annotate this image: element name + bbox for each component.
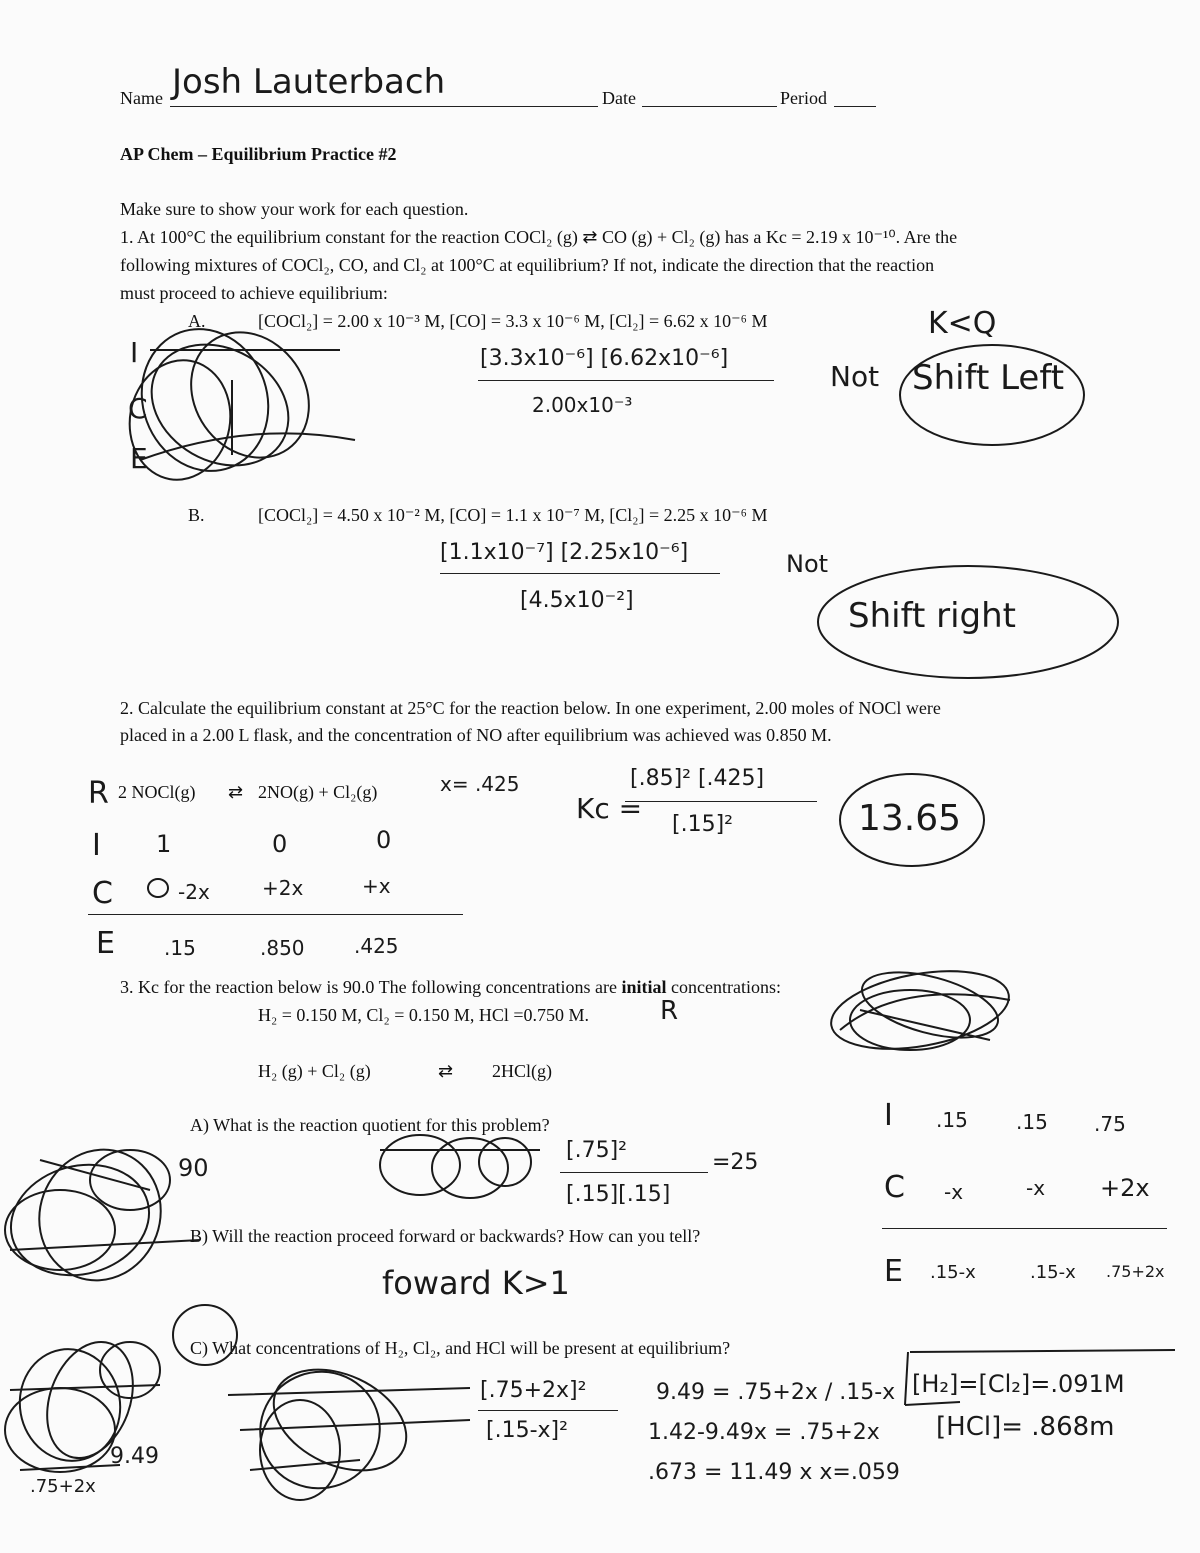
period-label: Period: [780, 88, 827, 108]
q2-ice-i: I: [92, 828, 101, 863]
q1b-answer: Shift right: [848, 596, 1016, 636]
q1b-frac-den: [4.5x10⁻²]: [520, 588, 634, 613]
q3-ice-e-label: E: [884, 1254, 903, 1289]
q1a-answer: Shift Left: [912, 358, 1065, 398]
q2-ice-i-2: 0: [272, 830, 288, 858]
q1a-ice-c: C: [128, 392, 148, 425]
q3-ice-i-label: I: [884, 1098, 893, 1133]
q2-ice-r: R: [88, 776, 109, 811]
q3-ice-c-1: -x: [944, 1180, 964, 1204]
q2-answer: 13.65: [858, 798, 962, 839]
q1a-frac-den: 2.00x10⁻³: [532, 393, 633, 417]
q3-line1-pre: 3. Kc for the reaction below is 90.0 The following concentrations are: [120, 977, 622, 997]
q2-ice-e-2: .850: [260, 936, 305, 960]
q2-kc: Kc =: [576, 792, 643, 825]
q2-ice-c-1: -2x: [178, 880, 210, 904]
q2-reaction-mid: 2NO(g) + Cl₂(g): [258, 782, 378, 802]
q3a-num: [.75]²: [566, 1138, 627, 1163]
q3-ice-e-2: .15-x: [1030, 1262, 1076, 1283]
q2-reaction-left: 2 NOCl(g): [118, 782, 196, 802]
q3-line2: H₂ = 0.150 M, Cl₂ = 0.150 M, HCl =0.750 M.: [258, 1005, 590, 1025]
q3c-a: [.75+2x]²: [480, 1378, 587, 1403]
q2-den: [.15]²: [672, 812, 733, 837]
q3-ice-c-2: -x: [1026, 1176, 1046, 1200]
q3a-question: A) What is the reaction quotient for this problem?: [190, 1115, 550, 1135]
q3-ice-c-label: C: [884, 1170, 905, 1205]
q1a-kq: K<Q: [928, 306, 997, 341]
q3c-b: [.15-x]²: [486, 1418, 568, 1443]
q3-line1-bold: initial: [621, 977, 667, 997]
q1a-label: A.: [188, 311, 206, 331]
q3c-ans1: [H₂]=[Cl₂]=.091M: [912, 1370, 1125, 1398]
q3b-answer: foward K>1: [382, 1264, 570, 1302]
q3-ice-c-3: +2x: [1100, 1174, 1150, 1202]
q2-line1: 2. Calculate the equilibrium constant at 25°C for the reaction below. In one experiment, 2.00 moles of NOCl were: [120, 698, 941, 718]
q2-ice-e: E: [96, 926, 115, 961]
q3c-d: 1.42-9.49x = .75+2x: [648, 1420, 880, 1445]
q1b-text: [COCl₂] = 4.50 x 10⁻² M, [CO] = 1.1 x 10⁻⁷ M, [Cl₂] = 2.25 x 10⁻⁶ M: [258, 505, 768, 525]
instructions: Make sure to show your work for each question.: [120, 199, 469, 219]
q3-ice-i-3: .75: [1094, 1112, 1126, 1136]
q1b-not: Not: [786, 550, 829, 578]
q1a-ice-e: E: [130, 442, 148, 475]
q3-ice-e-1: .15-x: [930, 1262, 976, 1283]
q1-line3: must proceed to achieve equilibrium:: [120, 283, 388, 303]
name-label: Name: [120, 88, 163, 108]
q3-reaction-hcl: 2HCl(g): [492, 1061, 552, 1081]
q3-ice-i-2: .15: [1016, 1110, 1048, 1134]
q1a-ice-i: I: [130, 336, 139, 369]
q3a-den: [.15][.15]: [566, 1182, 671, 1207]
q2-ice-i-3: 0: [376, 826, 392, 854]
q2-ice-e-3: .425: [354, 934, 399, 958]
q3-line1-post: concentrations:: [666, 977, 781, 997]
q2-reaction-arrow: ⇄: [228, 782, 244, 802]
q3-left-a: 90: [178, 1154, 209, 1182]
q2-ice-e-1: .15: [164, 936, 196, 960]
q2-ice-c: C: [92, 876, 113, 911]
q1b-label: B.: [188, 505, 205, 525]
q3a-ans: =25: [712, 1150, 759, 1175]
date-label: Date: [602, 88, 636, 108]
q3-ice-e-3: .75+2x: [1106, 1262, 1165, 1281]
q3c-e: .673 = 11.49 x x=.059: [648, 1460, 900, 1485]
q1-line2: following mixtures of COCl₂, CO, and Cl₂ at 100°C at equilibrium? If not, indicate the direction that the reaction: [120, 255, 935, 275]
q2-x: x= .425: [440, 772, 520, 796]
q2-ice-c-2: +2x: [262, 876, 304, 900]
q1a-text: [COCl₂] = 2.00 x 10⁻³ M, [CO] = 3.3 x 10⁻⁶ M, [Cl₂] = 6.62 x 10⁻⁶ M: [258, 311, 768, 331]
q1a-frac-num: [3.3x10⁻⁶] [6.62x10⁻⁶]: [480, 346, 729, 371]
q3c-c: 9.49 = .75+2x / .15-x: [656, 1380, 896, 1405]
name-value: Josh Lauterbach: [172, 62, 446, 102]
q3-reaction-arrow: ⇄: [438, 1061, 454, 1081]
q2-ice-i-1: 1: [156, 830, 172, 858]
q3c-question: C) What concentrations of H₂, Cl₂, and HCl will be present at equilibrium?: [190, 1338, 731, 1358]
q3-left-c: .75+2x: [30, 1476, 96, 1497]
q3-left-b: 9.49: [110, 1444, 159, 1469]
q2-line2: placed in a 2.00 L flask, and the concentration of NO after equilibrium was achieved was 0.850 M.: [120, 725, 832, 745]
q1b-frac-num: [1.1x10⁻⁷] [2.25x10⁻⁶]: [440, 540, 689, 565]
q2-ice-c-3: +x: [362, 874, 391, 898]
q1-line1: 1. At 100°C the equilibrium constant for the reaction COCl₂ (g) ⇄ CO (g) + Cl₂ (g) has a Kc = 2.19 x 10⁻¹⁰. Are the: [120, 227, 958, 247]
q1a-not: Not: [830, 360, 880, 393]
q3-r: R: [660, 996, 679, 1026]
page-title: AP Chem – Equilibrium Practice #2: [120, 144, 397, 164]
q3-ice-i-1: .15: [936, 1108, 968, 1132]
q3c-ans2: [HCl]= .868m: [936, 1412, 1115, 1442]
q2-num: [.85]² [.425]: [630, 766, 765, 791]
q3b-question: B) Will the reaction proceed forward or backwards? How can you tell?: [190, 1226, 701, 1246]
q3-reaction-h2: H₂ (g) + Cl₂ (g): [258, 1061, 371, 1081]
